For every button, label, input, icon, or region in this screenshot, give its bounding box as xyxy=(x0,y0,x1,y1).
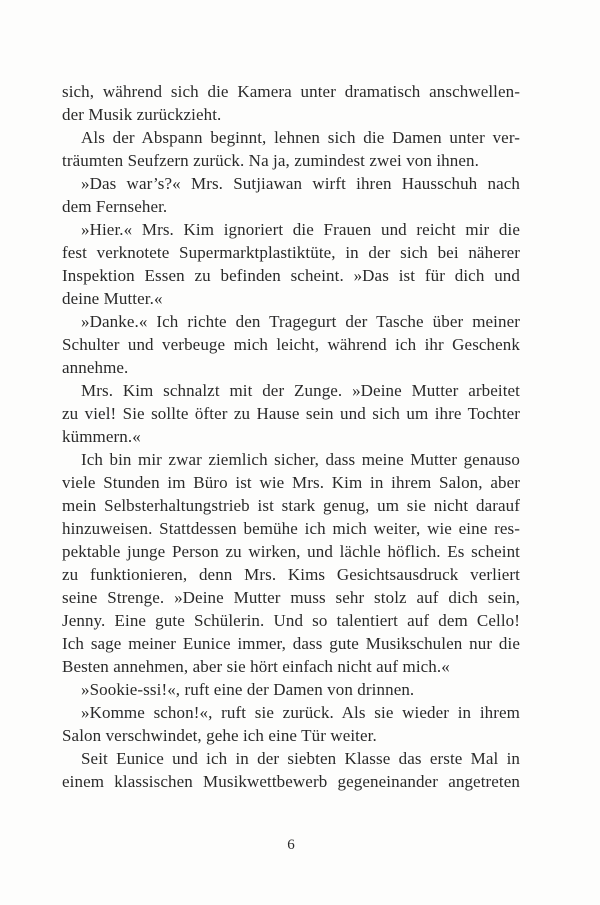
text-line: Als der Abspann beginnt, lehnen sich die Damen unter ver- xyxy=(81,128,520,147)
text-line: seine Strenge. »Deine Mutter muss sehr stolz auf dich sein, xyxy=(62,588,520,607)
text-line: »Sookie-ssi!«, ruft eine der Damen von drinnen. xyxy=(81,680,415,699)
text-line: Inspektion Essen zu befinden scheint. »Das ist für dich und xyxy=(62,266,520,285)
text-line: träumten Seufzern zurück. Na ja, zumindest zwei von ihnen. xyxy=(62,151,479,170)
text-line: hinzuweisen. Stattdessen bemühe ich mich weiter, wie eine res- xyxy=(62,519,520,538)
text-line: zu funktionieren, denn Mrs. Kims Gesichtsausdruck verliert xyxy=(62,565,520,584)
text-line: mein Selbsterhaltungstrieb ist stark genug, um sie nicht darauf xyxy=(62,496,520,515)
text-line: Mrs. Kim schnalzt mit der Zunge. »Deine Mutter arbeitet xyxy=(81,381,520,400)
text-line: annehme. xyxy=(62,358,129,377)
paragraph xyxy=(62,80,520,126)
text-line: der Musik zurückzieht. xyxy=(62,105,222,124)
paragraph xyxy=(62,126,520,172)
text-line: »Danke.« Ich richte den Tragegurt der Tasche über meiner xyxy=(81,312,520,331)
text-line: Seit Eunice und ich in der siebten Klasse das erste Mal in xyxy=(81,749,520,768)
text-line: Jenny. Eine gute Schülerin. Und so talentiert auf dem Cello! xyxy=(62,611,520,630)
text-line: Ich bin mir zwar ziemlich sicher, dass meine Mutter genauso xyxy=(81,450,520,469)
paragraph xyxy=(62,310,520,379)
text-line: deine Mutter.« xyxy=(62,289,163,308)
paragraph xyxy=(62,678,520,701)
text-line: sich, während sich die Kamera unter dramatisch anschwellen- xyxy=(62,82,520,101)
text-line: dem Fernseher. xyxy=(62,197,168,216)
text-line: »Hier.« Mrs. Kim ignoriert die Frauen und reicht mir die xyxy=(81,220,520,239)
text-line: viele Stunden im Büro ist wie Mrs. Kim in ihrem Salon, aber xyxy=(62,473,520,492)
paragraph xyxy=(62,172,520,218)
paragraph xyxy=(62,379,520,448)
text-line: zu viel! Sie sollte öfter zu Hause sein und sich um ihre Tochter xyxy=(62,404,520,423)
text-line: fest verknotete Supermarktplastiktüte, in der sich bei näherer xyxy=(62,243,520,262)
body-text xyxy=(62,80,520,793)
text-line: Salon verschwindet, gehe ich eine Tür weiter. xyxy=(62,726,377,745)
text-line: pektable junge Person zu wirken, und lächle höflich. Es scheint xyxy=(62,542,520,561)
paragraph xyxy=(62,218,520,310)
text-line: kümmern.« xyxy=(62,427,141,446)
text-line: Ich sage meiner Eunice immer, dass gute Musikschulen nur die xyxy=(62,634,520,653)
paragraph xyxy=(62,747,520,793)
paragraph xyxy=(62,701,520,747)
text-line: »Das war’s?« Mrs. Sutjiawan wirft ihren Hausschuh nach xyxy=(81,174,520,193)
text-line: »Komme schon!«, ruft sie zurück. Als sie wieder in ihrem xyxy=(81,703,520,722)
text-line: einem klassischen Musikwettbewerb gegeneinander angetreten xyxy=(62,772,520,791)
text-line: Besten annehmen, aber sie hört einfach nicht auf mich.« xyxy=(62,657,450,676)
paragraph xyxy=(62,448,520,678)
page-number: 6 xyxy=(287,837,295,853)
text-line: Schulter und verbeuge mich leicht, während ich ihr Geschenk xyxy=(62,335,520,354)
